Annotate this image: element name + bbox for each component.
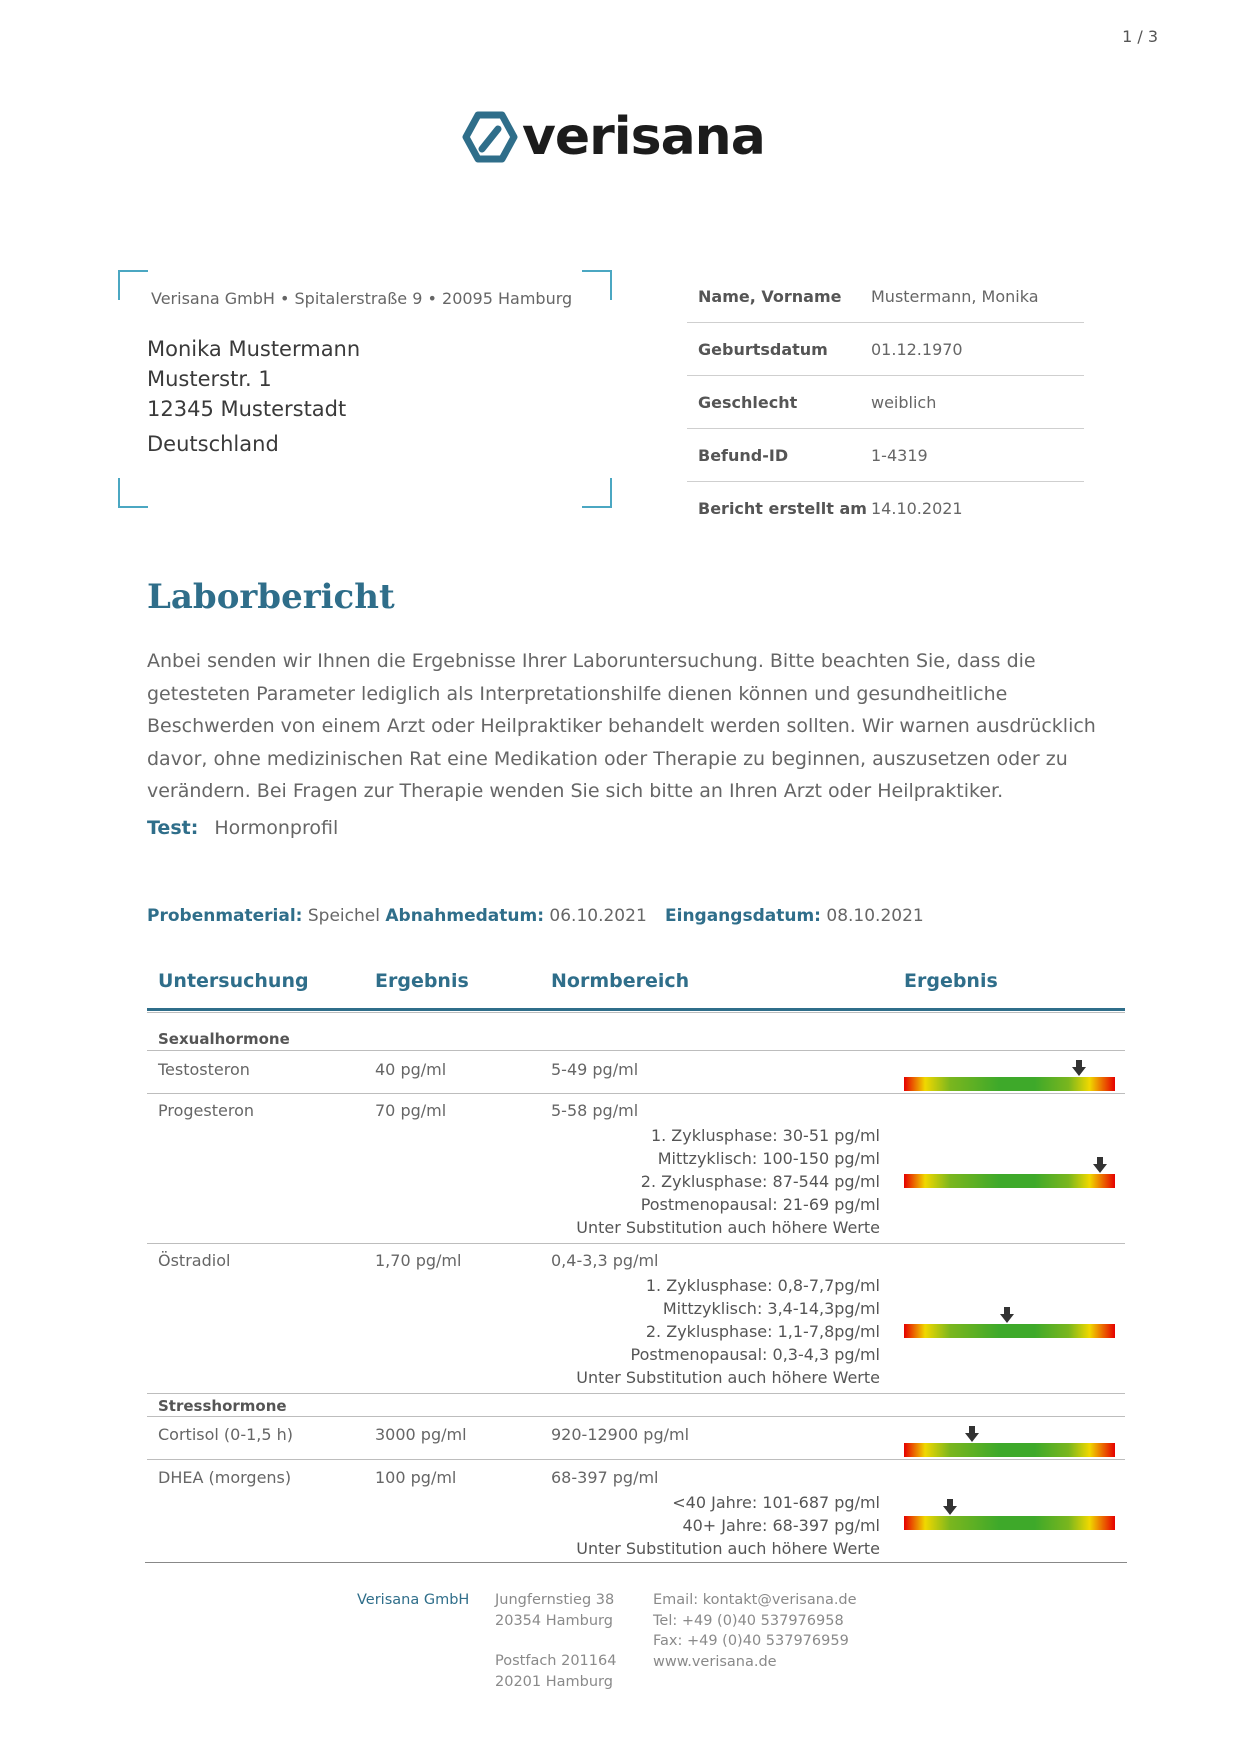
table-divider: [147, 1012, 1125, 1013]
info-row: [687, 482, 1084, 534]
result-marker-arrow-icon: [1091, 1156, 1109, 1174]
sample-receipt: [665, 906, 924, 926]
result-marker-arrow-icon: [998, 1306, 1016, 1324]
table-divider: [147, 1050, 1125, 1051]
footer-tel: Tel: +49 (0)40 537976958: [653, 1612, 844, 1629]
report-intro: Anbei senden wir Ihnen die Ergebnisse Ihrer Laboruntersuchung. Bitte beachten Sie, dass die getesteten Parameter lediglich als Interpretationshilfe dienen können und gesundheitliche Beschwerden von einem Arzt oder Heilpraktiker behandelt werden sollten. Wir warnen ausdrücklich davor, ohne medizinischen Rat eine Medikation oder Therapie zu beginnen, auszusetzen oder zu verändern. Bei Fragen zur Therapie wenden Sie sich bitte an Ihren Arzt oder Heilpraktiker.: [147, 650, 1096, 802]
info-label: Geburtsdatum: [698, 339, 828, 359]
verisana-logo: [462, 105, 765, 169]
logo-wordmark: verisana: [522, 107, 765, 167]
range-note: 2. Zyklusphase: 1,1-7,8pg/ml: [645, 1322, 880, 1341]
footer-address-line: Jungfernstieg 38: [495, 1592, 615, 1608]
range-note: Mittzyklisch: 3,4-14,3pg/ml: [662, 1299, 880, 1318]
info-row: [687, 270, 1084, 323]
result-scale-bar: [904, 1324, 1115, 1338]
range-note: Mittzyklisch: 100-150 pg/ml: [657, 1149, 880, 1168]
recipient-city: 12345 Musterstadt: [147, 397, 347, 421]
range-note: Postmenopausal: 0,3-4,3 pg/ml: [630, 1345, 880, 1364]
result-marker-arrow-icon: [941, 1498, 959, 1516]
row-result: 40 pg/ml: [375, 1060, 447, 1079]
info-value: weiblich: [871, 392, 937, 412]
group-label-stresshormone: Stresshormone: [158, 1397, 287, 1415]
row-range: 5-49 pg/ml: [551, 1060, 639, 1079]
row-name: DHEA (morgens): [158, 1468, 292, 1487]
table-divider: [147, 1416, 1125, 1417]
range-note: Unter Substitution auch höhere Werte: [576, 1368, 880, 1387]
result-marker-arrow-icon: [963, 1425, 981, 1443]
row-result: 70 pg/ml: [375, 1101, 447, 1120]
result-scale-bar: [904, 1516, 1115, 1530]
collection-value: 06.10.2021: [549, 906, 647, 926]
table-divider: [147, 1459, 1125, 1460]
results-table-header: [147, 970, 1125, 1011]
table-divider: [147, 1243, 1125, 1244]
row-result: 1,70 pg/ml: [375, 1251, 462, 1270]
header-untersuchung: Untersuchung: [158, 970, 309, 992]
address-window-corner: [582, 270, 612, 300]
row-name: Östradiol: [158, 1251, 231, 1270]
range-notes: [576, 1124, 880, 1239]
row-name: Cortisol (0-1,5 h): [158, 1425, 294, 1444]
receipt-value: 08.10.2021: [826, 906, 924, 926]
footer-fax: Fax: +49 (0)40 537976959: [653, 1633, 849, 1649]
info-label: Geschlecht: [698, 392, 798, 412]
header-normbereich: Normbereich: [551, 970, 690, 992]
result-scale-bar: [904, 1077, 1115, 1091]
row-result: 3000 pg/ml: [375, 1425, 467, 1444]
info-value: 01.12.1970: [871, 339, 963, 359]
collection-label: Abnahmedatum:: [385, 906, 545, 926]
row-name: Progesteron: [158, 1101, 254, 1120]
info-value: Mustermann, Monika: [871, 286, 1039, 306]
table-bottom-rule: [145, 1562, 1127, 1563]
footer-email[interactable]: Email: kontakt@verisana.de: [653, 1592, 857, 1608]
result-scale-bar: [904, 1174, 1115, 1188]
range-note: Unter Substitution auch höhere Werte: [576, 1539, 880, 1558]
patient-info-table: [687, 270, 1084, 534]
header-ergebnis-graphic: Ergebnis: [904, 970, 998, 992]
material-value: Speichel: [307, 906, 380, 926]
recipient-street: Musterstr. 1: [147, 367, 272, 391]
header-ergebnis: Ergebnis: [375, 970, 469, 992]
range-notes: [576, 1274, 880, 1389]
receipt-label: Eingangsdatum:: [665, 906, 821, 926]
range-note: 2. Zyklusphase: 87-544 pg/ml: [640, 1172, 880, 1191]
recipient-address: [147, 334, 360, 459]
info-label: Name, Vorname: [698, 286, 842, 306]
footer-contact: [653, 1590, 857, 1672]
info-value: 1-4319: [871, 445, 928, 465]
footer-website[interactable]: www.verisana.de: [653, 1653, 777, 1670]
row-range: 920-12900 pg/ml: [551, 1425, 690, 1444]
test-line: [147, 817, 338, 839]
footer-address-line: 20354 Hamburg: [495, 1612, 613, 1629]
range-note: 1. Zyklusphase: 0,8-7,7pg/ml: [645, 1276, 880, 1295]
row-result: 100 pg/ml: [375, 1468, 457, 1487]
table-divider: [147, 1393, 1125, 1394]
info-row: [687, 429, 1084, 482]
address-window-corner: [582, 478, 612, 508]
range-note: Unter Substitution auch höhere Werte: [576, 1218, 880, 1237]
result-scale-bar: [904, 1443, 1115, 1457]
sample-material: [147, 906, 647, 926]
address-window-corner: [118, 478, 148, 508]
footer-postbox-line: Postfach 201164: [495, 1653, 617, 1669]
range-note: 40+ Jahre: 68-397 pg/ml: [682, 1516, 880, 1535]
recipient-name: Monika Mustermann: [147, 337, 361, 361]
range-note: Postmenopausal: 21-69 pg/ml: [640, 1195, 880, 1214]
row-range: 5-58 pg/ml: [551, 1101, 639, 1120]
footer-address: [495, 1590, 616, 1692]
info-label: Bericht erstellt am: [698, 498, 867, 518]
row-range: 0,4-3,3 pg/ml: [551, 1251, 659, 1270]
row-range: 68-397 pg/ml: [551, 1468, 659, 1487]
result-marker-arrow-icon: [1070, 1059, 1088, 1077]
range-notes: [576, 1491, 880, 1560]
info-label: Befund-ID: [698, 445, 789, 465]
info-row: [687, 376, 1084, 429]
page-number: 1 / 3: [1122, 27, 1158, 46]
table-divider: [147, 1093, 1125, 1094]
test-value: Hormonprofil: [214, 817, 339, 839]
info-value: 14.10.2021: [871, 498, 963, 518]
sender-line: Verisana GmbH • Spitalerstraße 9 • 20095 Hamburg: [151, 289, 573, 308]
material-label: Probenmaterial:: [147, 906, 303, 926]
recipient-country: Deutschland: [147, 432, 279, 456]
footer-company: Verisana GmbH: [357, 1592, 470, 1608]
test-label: Test:: [147, 817, 199, 839]
range-note: 1. Zyklusphase: 30-51 pg/ml: [650, 1126, 880, 1145]
report-title: Laborbericht: [147, 577, 395, 617]
info-row: [687, 323, 1084, 376]
logo-hexagon-icon: [462, 109, 518, 165]
range-note: <40 Jahre: 101-687 pg/ml: [672, 1493, 880, 1512]
address-window-corner: [118, 270, 148, 300]
group-label-sexualhormone: Sexualhormone: [158, 1030, 290, 1048]
row-name: Testosteron: [158, 1060, 250, 1079]
footer-postbox-line: 20201 Hamburg: [495, 1673, 613, 1690]
